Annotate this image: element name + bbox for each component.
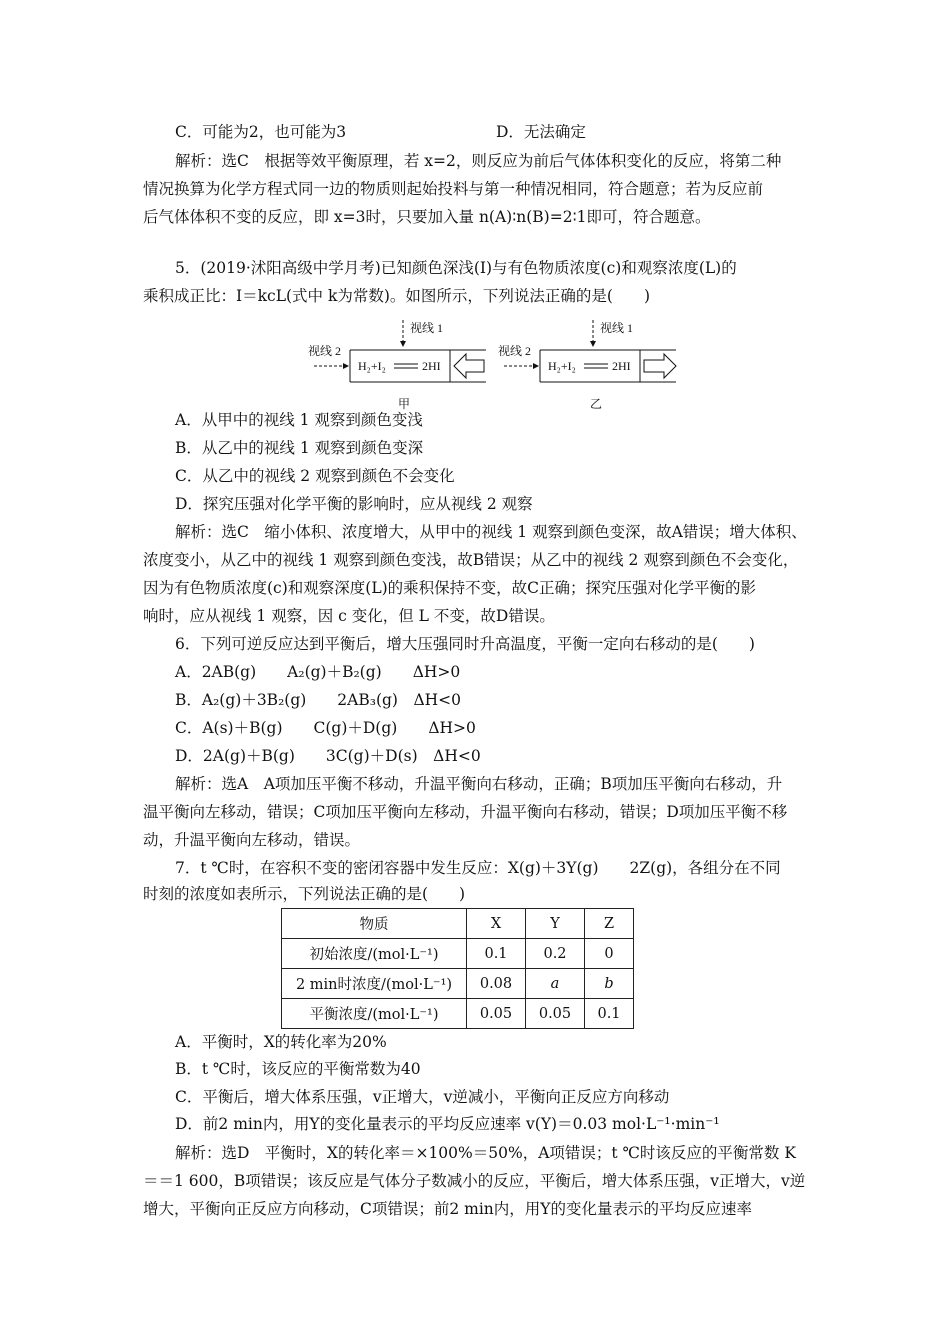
q4-analysis-line1: 解析：选C 根据等效平衡原理，若 x=2，则反应为前后气体体积变化的反应，将第二种 bbox=[175, 152, 782, 170]
table-cell: 0 bbox=[585, 939, 634, 969]
table-row bbox=[282, 939, 634, 969]
q6-analysis-line1: 解析：选A A项加压平衡不移动，升温平衡向右移动，正确；B项加压平衡向右移动，升 bbox=[175, 775, 783, 793]
table-cell: 0.05 bbox=[467, 999, 526, 1029]
q5-option-b: B．从乙中的视线 1 观察到颜色变深 bbox=[175, 439, 424, 457]
eq-left: H₂+I₂ bbox=[548, 359, 576, 373]
label-yi: 乙 bbox=[590, 397, 603, 411]
table-header: X bbox=[467, 909, 526, 939]
q6-option-a: A．2AB(g) A₂(g)＋B₂(g) ΔH>0 bbox=[175, 663, 461, 681]
table-cell: 0.1 bbox=[467, 939, 526, 969]
table-cell: 2 min时浓度/(mol·L⁻¹) bbox=[282, 969, 467, 999]
table-header: Y bbox=[526, 909, 585, 939]
table-cell: a bbox=[526, 969, 585, 999]
concentration-table bbox=[281, 908, 634, 1029]
q4-analysis-line2: 情况换算为化学方程式同一边的物质则起始投料与第一种情况相同，符合题意；若为反应前 bbox=[143, 180, 764, 198]
q6-option-c: C．A(s)＋B(g) C(g)＋D(g) ΔH>0 bbox=[175, 719, 476, 737]
q7-option-c: C．平衡后，增大体系压强，v正增大，v逆减小，平衡向正反应方向移动 bbox=[175, 1088, 670, 1106]
sightline1-label: 视线 1 bbox=[600, 321, 634, 335]
q4-option-d: D．无法确定 bbox=[496, 123, 586, 141]
label-jia: 甲 bbox=[398, 397, 411, 411]
eq-right: 2HI bbox=[612, 359, 631, 373]
q5-option-c: C．从乙中的视线 2 观察到颜色不会变化 bbox=[175, 467, 455, 485]
table-cell: 初始浓度/(mol·L⁻¹) bbox=[282, 939, 467, 969]
table-row bbox=[282, 999, 634, 1029]
q4-option-c: C．可能为2，也可能为3 bbox=[175, 123, 347, 141]
q7-stem-line1: 7．t ℃时，在容积不变的密闭容器中发生反应：X(g)＋3Y(g) 2Z(g)，各组分在不同 bbox=[175, 859, 781, 877]
eq-left: H₂+I₂ bbox=[358, 359, 386, 373]
table-header: Z bbox=[585, 909, 634, 939]
q6-analysis-line3: 动，升温平衡向左移动，错误。 bbox=[143, 831, 361, 849]
figure-jia bbox=[308, 320, 486, 411]
table-row bbox=[282, 969, 634, 999]
q6-option-d: D．2A(g)＋B(g) 3C(g)＋D(s) ΔH<0 bbox=[175, 747, 481, 765]
q5-stem-line1: 5．(2019·沭阳高级中学月考)已知颜色深浅(I)与有色物质浓度(c)和观察浓度(L)的 bbox=[175, 259, 737, 277]
table-cell: b bbox=[585, 969, 634, 999]
table-cell: 0.05 bbox=[526, 999, 585, 1029]
figure-yi bbox=[498, 320, 676, 411]
table-cell: 平衡浓度/(mol·L⁻¹) bbox=[282, 999, 467, 1029]
q5-analysis-line2: 浓度变小，从乙中的视线 1 观察到颜色变浅，故B错误；从乙中的视线 2 观察到颜色不会变化， bbox=[143, 551, 799, 569]
piston-arrow-right bbox=[644, 354, 676, 378]
q7-option-d: D．前2 min内，用Y的变化量表示的平均反应速率 v(Y)＝0.03 mol·L⁻¹·min⁻¹ bbox=[175, 1115, 720, 1133]
sightline1-label: 视线 1 bbox=[410, 321, 444, 335]
sightline2-label: 视线 2 bbox=[498, 344, 532, 358]
sightline2-label: 视线 2 bbox=[308, 344, 342, 358]
table-header-row bbox=[282, 909, 634, 939]
q5-option-a: A．从甲中的视线 1 观察到颜色变浅 bbox=[175, 411, 423, 429]
q7-stem-line2: 时刻的浓度如表所示，下列说法正确的是( ) bbox=[143, 885, 466, 903]
q6-analysis-line2: 温平衡向左移动，错误；C项加压平衡向左移动，升温平衡向右移动，错误；D项加压平衡不移 bbox=[143, 803, 788, 821]
q5-analysis-line1: 解析：选C 缩小体积、浓度增大，从甲中的视线 1 观察到颜色变深，故A错误；增大体积、 bbox=[175, 523, 807, 541]
q7-option-b: B．t ℃时，该反应的平衡常数为40 bbox=[175, 1060, 421, 1078]
q6-stem: 6．下列可逆反应达到平衡后，增大压强同时升高温度，平衡一定向右移动的是( ) bbox=[175, 635, 755, 653]
q5-analysis-line3: 因为有色物质浓度(c)和观察深度(L)的乘积保持不变，故C正确；探究压强对化学平衡的影 bbox=[143, 579, 757, 597]
q5-figure bbox=[308, 314, 678, 414]
q7-option-a: A．平衡时，X的转化率为20% bbox=[175, 1033, 387, 1051]
table-cell: 0.2 bbox=[526, 939, 585, 969]
table-header: 物质 bbox=[282, 909, 467, 939]
table-cell: 0.1 bbox=[585, 999, 634, 1029]
q5-analysis-line4: 响时，应从视线 1 观察，因 c 变化，但 L 不变，故D错误。 bbox=[143, 607, 555, 625]
q5-option-d: D．探究压强对化学平衡的影响时，应从视线 2 观察 bbox=[175, 495, 533, 513]
q5-stem-line2: 乘积成正比：I＝kcL(式中 k为常数)。如图所示，下列说法正确的是( ) bbox=[143, 287, 650, 305]
table-cell: 0.08 bbox=[467, 969, 526, 999]
eq-right: 2HI bbox=[422, 359, 441, 373]
piston-arrow-left bbox=[454, 354, 484, 378]
q4-analysis-line3: 后气体体积不变的反应，即 x=3时，只要加入量 n(A)∶n(B)=2∶1即可，符合题意。 bbox=[143, 208, 711, 226]
q7-analysis-line3: 增大，平衡向正反应方向移动，C项错误；前2 min内，用Y的变化量表示的平均反应速率 bbox=[143, 1200, 753, 1218]
q6-option-b: B．A₂(g)＋3B₂(g) 2AB₃(g) ΔH<0 bbox=[175, 691, 462, 709]
q7-analysis-line2: ＝＝1 600，B项错误；该反应是气体分子数减小的反应，平衡后，增大体系压强，v正增大，v逆 bbox=[143, 1172, 806, 1190]
q7-analysis-line1: 解析：选D 平衡时，X的转化率＝×100%＝50%，A项错误；t ℃时该反应的平衡常数 K bbox=[175, 1144, 796, 1162]
